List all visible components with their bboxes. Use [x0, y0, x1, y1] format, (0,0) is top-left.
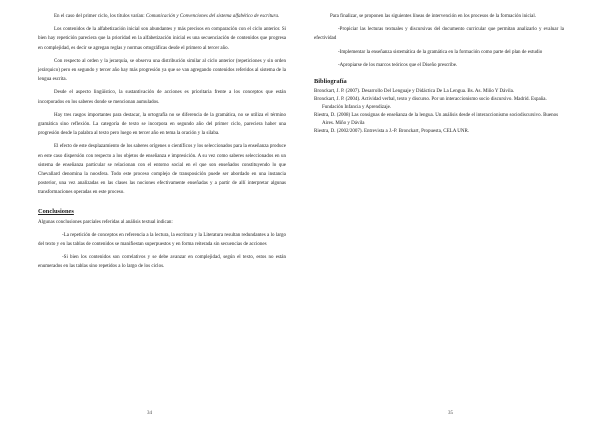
- text-run: En el caso del primer ciclo, los títulos varían:: [54, 14, 146, 19]
- paragraph: [38, 12, 286, 21]
- bibliography-entry: Bronckart, J. P. (2004). Actividad verbal, texto y discurso. Por un interaccionismo socio discursivo. Madrid. España. Fundación Infancia y Aprendizaje.: [314, 97, 547, 111]
- list-item: -La repetición de conceptos en referencia a la lectura, la escritura y la Literatura resultan redundantes a lo largo del texto y en las tablas de contenidos se manifiestan superpuestos y en forma reiterada sin secuencias de acciones: [38, 232, 286, 248]
- list-item: -Apropiarse de los marcos teóricos que el Diseño prescribe.: [338, 62, 458, 68]
- paragraph: Para finalizar, se proponen las siguientes líneas de intervención en los procesos de la formación inicial.: [330, 14, 536, 19]
- list-item: -Propiciar las lecturas textuales y discursivas del documento curricular que permitan analizarlo y evaluar la efectividad: [314, 27, 564, 42]
- section-heading-bibliografia: Bibliografía: [314, 78, 347, 86]
- bibliography-entry: Riestra, D. (2008) Las consignas de enseñanza de la lengua. Un análisis desde el interaccionismo sociodiscursivo. Buenos Aires. Miño y Dávila: [314, 113, 559, 127]
- bibliography-entry: Bronckart, J. P. (2007). Desarrollo Del Lenguaje y Didáctica De La Lengua. Bs. As. Miño Y Dávila.: [314, 89, 515, 95]
- text-run: .: [277, 14, 280, 19]
- paragraph: Desde el aspecto lingüístico, la sustantivación de acciones es prioritaria frente a los conceptos que están incorporados en los saberes donde se mencionan aumulados.: [38, 90, 286, 105]
- list-item: -Implementar la enseñanza sistemática de la gramática en la formación como parte del plan de estudio: [338, 49, 543, 55]
- italic-title: Comunicación y Convenciones del sistema alfabético de escritura: [145, 14, 278, 19]
- bibliography-list: [314, 88, 564, 136]
- list-item: -Si bien los contenidos son correlativos y se debe avanzar en complejidad, según el texto, estos no están enumerados en las tablas sino repetidos a lo largo de los ciclos.: [38, 255, 286, 270]
- paragraph: Los contenidos de la alfabetización inicial son abundantes y más precisos en comparación con el ciclo anterior. Si bien hay repetición pareciera que la prioridad en la alfabetización inicial es una secuenciación de contenidos que progresa en complejidad, es decir se agregan reglas y normas ortográficas desde el primero al tercer año.: [38, 27, 286, 51]
- paragraph: Algunas conclusiones parciales referidas al análisis textual indican:: [38, 219, 173, 225]
- paragraph: Con respecto al orden y la jerarquía, se observa una distribución similar al ciclo anterior (repeticiones y sin orden jerárquico) pero en segundo y tercer año hay más progresión ya que se van agregando contenidos referidos al sistema de la lengua escrita.: [38, 58, 286, 83]
- page-number: 35: [448, 411, 453, 416]
- section-heading-conclusiones: Conclusiones: [38, 207, 74, 215]
- bibliography-entry: Riestra, D. (2002/2007). Entrevista a J.-P. Bronckart, Propuesta, CELA UNR.: [314, 129, 470, 135]
- page-number: 34: [147, 411, 152, 416]
- right-page: [300, 0, 600, 424]
- paragraph: El efecto de este desplazamiento de los saberes orígenes o científicos y los seleccionados para la enseñanza produce en este caso dispersión con respecto a los objetos de enseñanza e impresición. A su vez como saberes seleccionados en un sistema de enseñanza particular se relacionan con el entorno social en el que son enseñados constituyendo lo que Chevallard denomina la noosfera. Todo este proceso complejo de transposición puede ser abordado en una instancia posterior, una vez analizadas en las clases las nociones efectivamente enseñadas y a partir de allí interpretar algunas transformaciones operadas en este proceso.: [38, 144, 286, 196]
- paragraph: Hay tres rasgos importantes para destacar, la ortografía no se diferencia de la gramática, no se utiliza el término gramática sino reflexión. La categoría de texto se incorpora en segundo año del primer ciclo, pareciera haber una progresión desde la palabra al texto pero luego en tercer año en tema la oración y la silaba.: [38, 112, 286, 137]
